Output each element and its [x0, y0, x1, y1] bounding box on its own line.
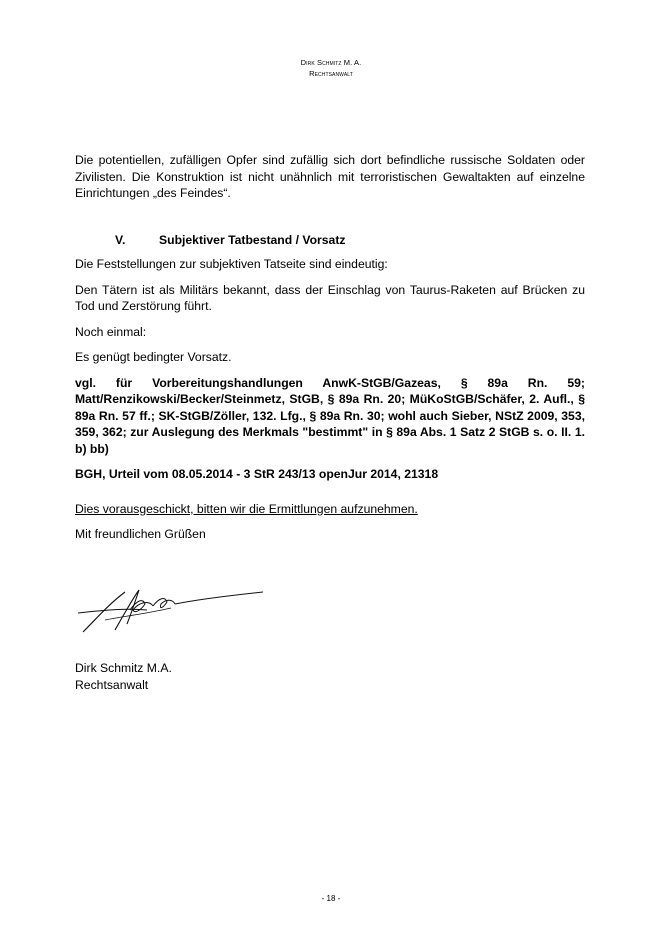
letterhead-name-line: [0, 57, 662, 68]
citation-court-ruling: BGH, Urteil vom 08.05.2014 - 3 StR 243/13 openJur 2014, 21318: [75, 467, 439, 481]
section-title: Subjektiver Tatbestand / Vorsatz: [159, 232, 346, 247]
handwritten-signature: [75, 580, 275, 642]
paragraph-knowledge: Den Tätern ist als Militärs bekannt, dass der Einschlag von Taurus-Raketen auf Brücken zu Tod und Zerstörung führt.: [75, 282, 585, 313]
signer-title: Rechtsanwalt: [75, 677, 149, 692]
citation-literature: vgl. für Vorbereitungshandlungen AnwK-StGB/Gazeas, § 89a Rn. 59; Matt/Renzikowski/Becker/Steinmetz, StGB, § 89a Rn. 20; MüKoStGB/Schäfer, 2. Aufl., § 89a Rn. 57 ff.; SK-StGB/Zöller, 132. Lfg., § 89a Rn. 30; wohl auch Sieber, NStZ 2009, 353, 359, 362; zur Auslegung des Merkmals "bestimmt" in § 89a Abs. 1 Satz 2 StGB s. o. II. 1. b) bb): [75, 375, 585, 456]
paragraph-once-again: Noch einmal:: [75, 324, 147, 339]
letterhead-name: Dirk Schmitz: [300, 58, 342, 67]
letterhead-degree: M. A.: [343, 58, 362, 67]
section-number: V.: [115, 232, 126, 247]
intro-paragraph: Die potentiellen, zufälligen Opfer sind zufällig sich dort befindliche russische Soldaten oder Zivilisten. Die Konstruktion ist nicht unähnlich mit terroristischen Gewaltakten auf einzelne Einrichtungen „des Feindes“.: [75, 153, 585, 200]
paragraph-findings: Die Feststellungen zur subjektiven Tatseite sind eindeutig:: [75, 257, 388, 271]
letterhead: [0, 57, 662, 79]
page-number: - 18 -: [321, 894, 341, 903]
section-heading: [75, 232, 585, 249]
signature-block: [75, 660, 172, 693]
letterhead-title: Rechtsanwalt: [309, 69, 353, 78]
greeting: Mit freundlichen Grüßen: [75, 527, 206, 541]
closing-request: Dies vorausgeschickt, bitten wir die Ermittlungen aufzunehmen.: [75, 501, 418, 516]
letter-body: [75, 152, 585, 552]
signer-name: Dirk Schmitz M.A.: [75, 661, 172, 675]
paragraph-intent: Es genügt bedingter Vorsatz.: [75, 350, 232, 364]
